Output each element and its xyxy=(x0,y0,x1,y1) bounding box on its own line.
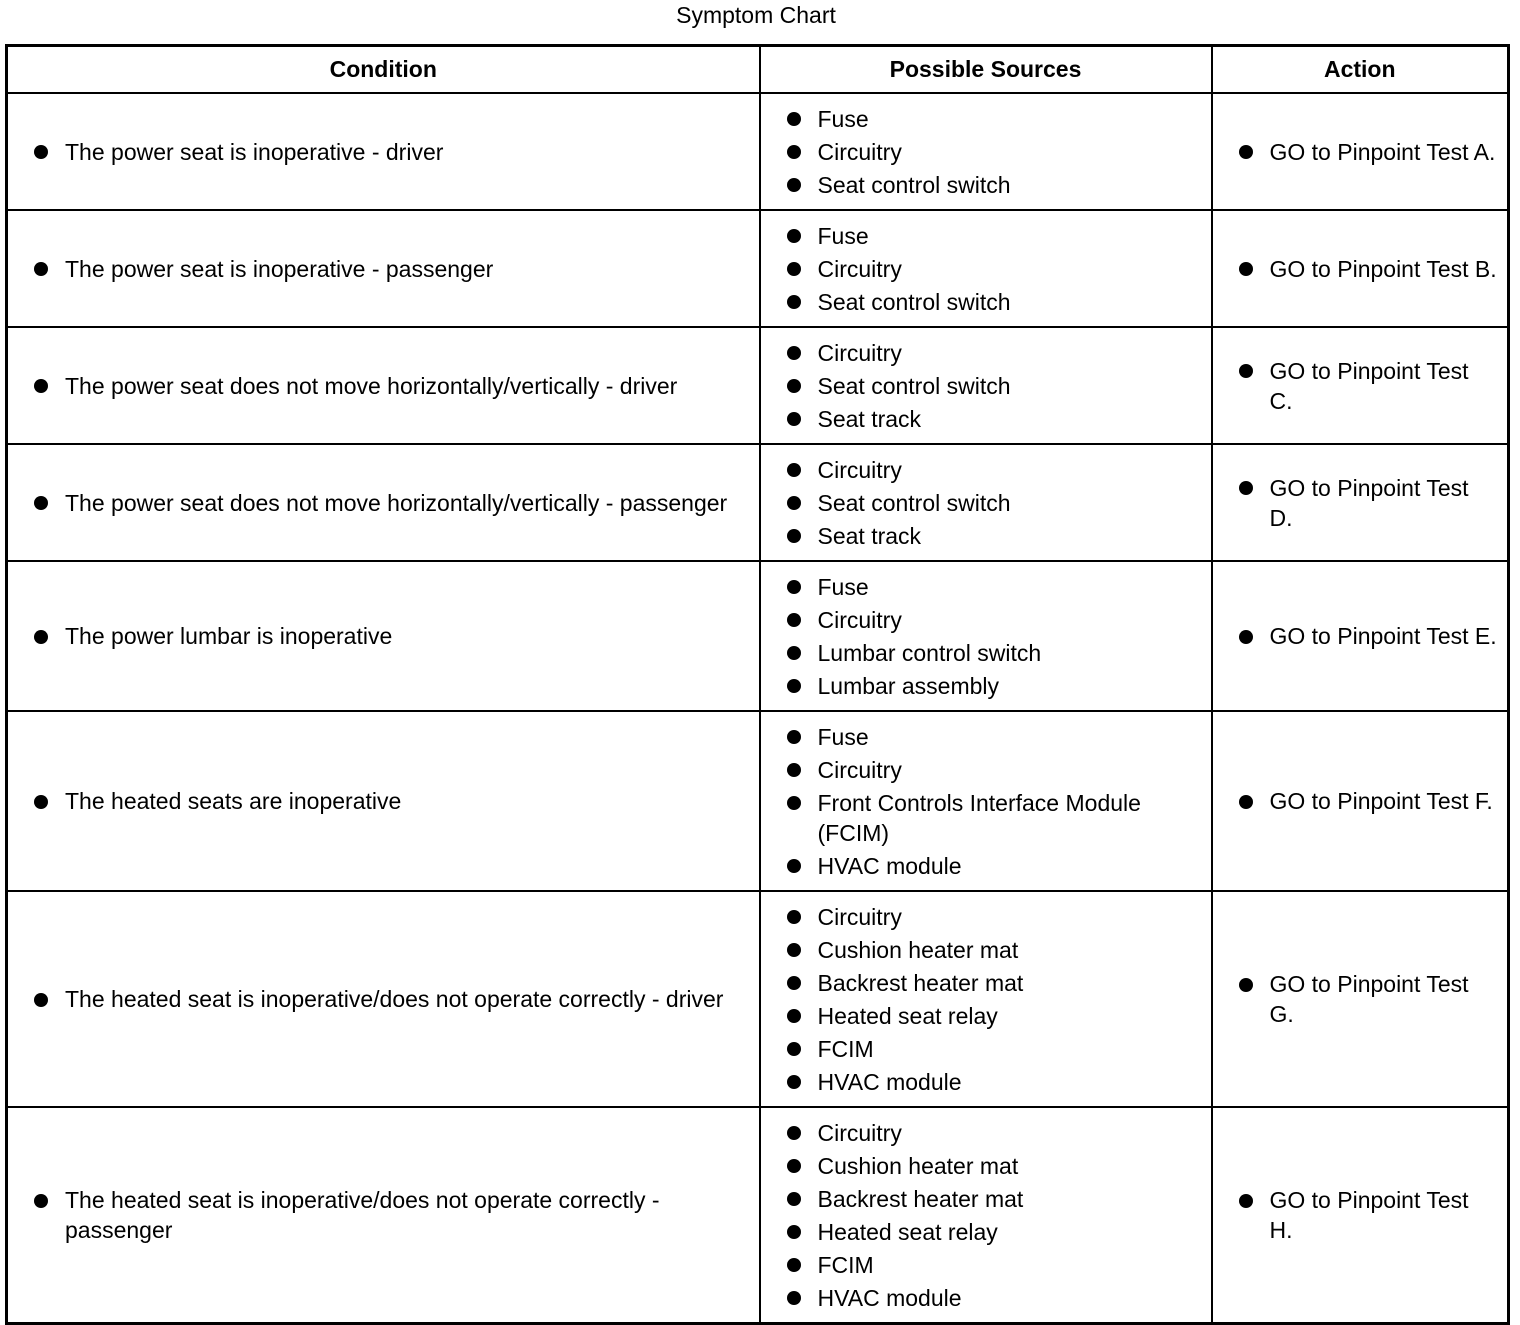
action-item: GO to Pinpoint Test B. xyxy=(1213,252,1508,285)
action-cell xyxy=(1212,210,1509,327)
source-item: Circuitry xyxy=(761,453,1211,486)
header-condition: Condition xyxy=(7,46,760,94)
source-item: Seat track xyxy=(761,519,1211,552)
action-cell xyxy=(1212,327,1509,444)
source-item-list xyxy=(761,94,1211,209)
table-row xyxy=(7,1107,1509,1324)
condition-cell xyxy=(7,561,760,711)
action-item: GO to Pinpoint Test G. xyxy=(1213,968,1508,1031)
source-item: Circuitry xyxy=(761,252,1211,285)
source-item: FCIM xyxy=(761,1248,1211,1281)
source-item-list xyxy=(761,445,1211,560)
table-row xyxy=(7,93,1509,210)
sources-cell xyxy=(760,561,1212,711)
action-item-list xyxy=(1213,252,1508,285)
sources-cell xyxy=(760,1107,1212,1324)
source-item-list xyxy=(761,1108,1211,1322)
condition-item: The heated seats are inoperative xyxy=(8,785,759,818)
chart-title: Symptom Chart xyxy=(676,2,836,28)
condition-item-list xyxy=(8,1184,759,1247)
condition-item: The power lumbar is inoperative xyxy=(8,620,759,653)
condition-item: The heated seat is inoperative/does not operate correctly - passenger xyxy=(8,1184,759,1247)
source-item-list xyxy=(761,328,1211,443)
table-row xyxy=(7,891,1509,1107)
source-item: Backrest heater mat xyxy=(761,966,1211,999)
source-item: Cushion heater mat xyxy=(761,933,1211,966)
action-item-list xyxy=(1213,620,1508,653)
source-item: Seat control switch xyxy=(761,168,1211,201)
sources-cell xyxy=(760,210,1212,327)
header-action: Action xyxy=(1212,46,1509,94)
source-item: Heated seat relay xyxy=(761,999,1211,1032)
table-row xyxy=(7,444,1509,561)
condition-item-list xyxy=(8,369,759,402)
table-row xyxy=(7,711,1509,891)
action-cell xyxy=(1212,711,1509,891)
condition-cell xyxy=(7,1107,760,1324)
source-item: Circuitry xyxy=(761,900,1211,933)
source-item: Circuitry xyxy=(761,603,1211,636)
source-item: Fuse xyxy=(761,570,1211,603)
action-item-list xyxy=(1213,1184,1508,1247)
action-cell xyxy=(1212,1107,1509,1324)
source-item: Fuse xyxy=(761,720,1211,753)
sources-cell xyxy=(760,891,1212,1107)
condition-item-list xyxy=(8,620,759,653)
condition-item: The power seat does not move horizontally/vertically - passenger xyxy=(8,486,759,519)
table-row xyxy=(7,327,1509,444)
condition-item-list xyxy=(8,983,759,1016)
symptom-table xyxy=(5,44,1510,1325)
source-item-list xyxy=(761,892,1211,1106)
action-cell xyxy=(1212,561,1509,711)
action-item: GO to Pinpoint Test A. xyxy=(1213,135,1508,168)
action-item: GO to Pinpoint Test D. xyxy=(1213,471,1508,534)
condition-cell xyxy=(7,444,760,561)
table-row xyxy=(7,561,1509,711)
source-item: Circuitry xyxy=(761,336,1211,369)
source-item: Circuitry xyxy=(761,753,1211,786)
table-row xyxy=(7,210,1509,327)
source-item: Lumbar assembly xyxy=(761,669,1211,702)
condition-item-list xyxy=(8,252,759,285)
source-item: Lumbar control switch xyxy=(761,636,1211,669)
action-item-list xyxy=(1213,968,1508,1031)
action-item: GO to Pinpoint Test H. xyxy=(1213,1184,1508,1247)
condition-item-list xyxy=(8,135,759,168)
source-item: Heated seat relay xyxy=(761,1215,1211,1248)
source-item: Cushion heater mat xyxy=(761,1149,1211,1182)
condition-item: The power seat is inoperative - passenger xyxy=(8,252,759,285)
condition-cell xyxy=(7,891,760,1107)
sources-cell xyxy=(760,327,1212,444)
action-item: GO to Pinpoint Test C. xyxy=(1213,354,1508,417)
source-item: HVAC module xyxy=(761,1281,1211,1314)
condition-item-list xyxy=(8,486,759,519)
sources-cell xyxy=(760,93,1212,210)
condition-cell xyxy=(7,210,760,327)
action-item-list xyxy=(1213,785,1508,818)
condition-item: The power seat is inoperative - driver xyxy=(8,135,759,168)
condition-cell xyxy=(7,93,760,210)
source-item: Front Controls Interface Module (FCIM) xyxy=(761,786,1211,849)
condition-cell xyxy=(7,711,760,891)
condition-cell xyxy=(7,327,760,444)
source-item: Backrest heater mat xyxy=(761,1182,1211,1215)
action-item-list xyxy=(1213,135,1508,168)
action-cell xyxy=(1212,93,1509,210)
source-item-list xyxy=(761,211,1211,326)
sources-cell xyxy=(760,444,1212,561)
source-item: Fuse xyxy=(761,219,1211,252)
source-item: Seat control switch xyxy=(761,285,1211,318)
source-item: Seat control switch xyxy=(761,369,1211,402)
source-item: Circuitry xyxy=(761,135,1211,168)
action-item: GO to Pinpoint Test E. xyxy=(1213,620,1508,653)
source-item: Seat track xyxy=(761,402,1211,435)
source-item-list xyxy=(761,712,1211,890)
action-item-list xyxy=(1213,471,1508,534)
sources-cell xyxy=(760,711,1212,891)
condition-item: The power seat does not move horizontally/vertically - driver xyxy=(8,369,759,402)
header-possible-sources: Possible Sources xyxy=(760,46,1212,94)
source-item-list xyxy=(761,562,1211,710)
action-cell xyxy=(1212,444,1509,561)
action-cell xyxy=(1212,891,1509,1107)
action-item: GO to Pinpoint Test F. xyxy=(1213,785,1508,818)
action-item-list xyxy=(1213,354,1508,417)
source-item: Seat control switch xyxy=(761,486,1211,519)
source-item: HVAC module xyxy=(761,849,1211,882)
header-row xyxy=(7,46,1509,94)
source-item: HVAC module xyxy=(761,1065,1211,1098)
source-item: Circuitry xyxy=(761,1116,1211,1149)
source-item: Fuse xyxy=(761,102,1211,135)
condition-item-list xyxy=(8,785,759,818)
condition-item: The heated seat is inoperative/does not operate correctly - driver xyxy=(8,983,759,1016)
source-item: FCIM xyxy=(761,1032,1211,1065)
